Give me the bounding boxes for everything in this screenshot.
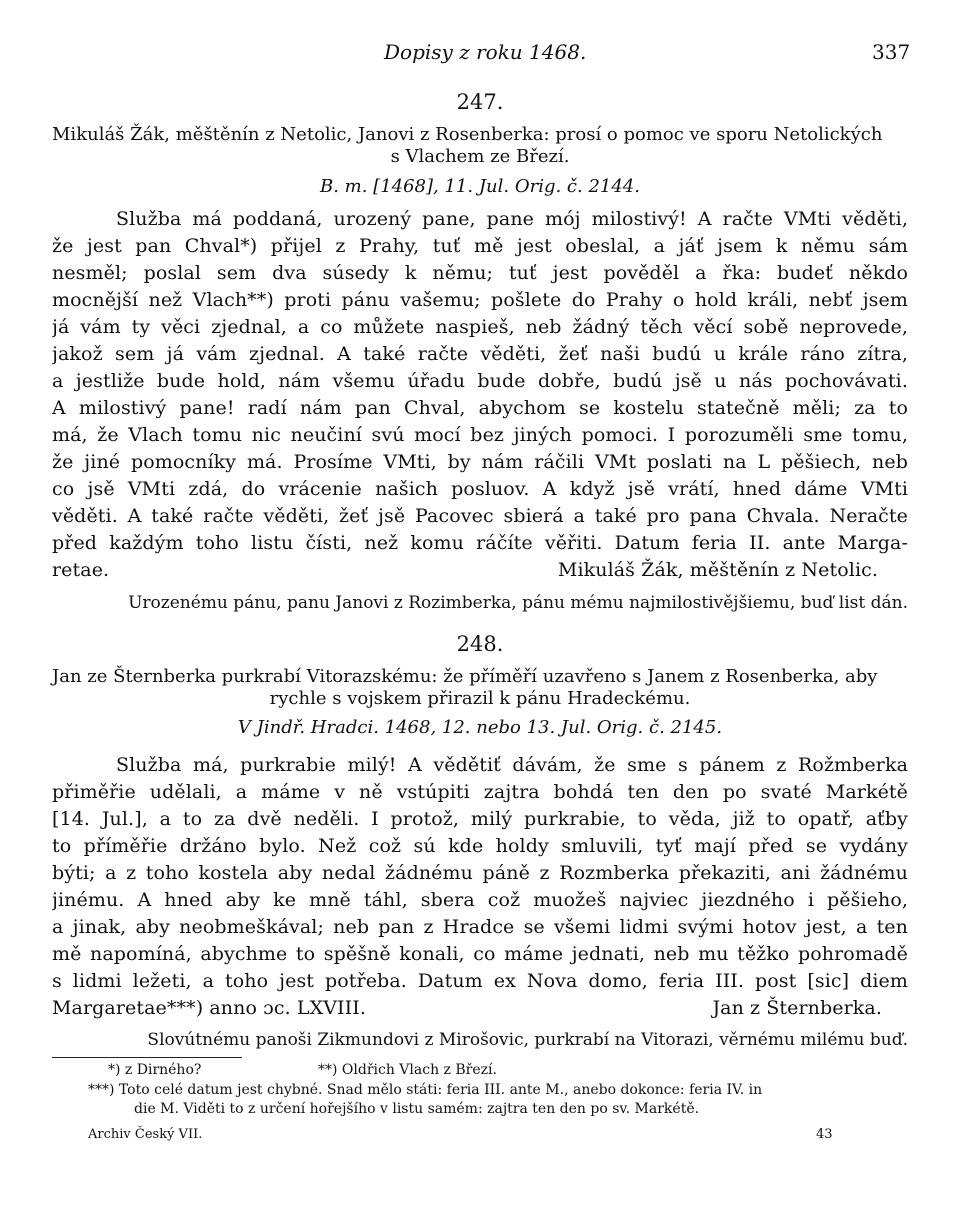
body-line: že jest pan Chval*) přijel z Prahy, tuť mě jest obeslal, a jáť jsem k němu sám bbox=[52, 235, 908, 257]
body-line: A milostivý pane! radí nám pan Chval, abychom se kostelu statečně měli; za to bbox=[52, 397, 908, 419]
letter-summary bbox=[52, 666, 908, 710]
body-line: býti; a z toho kostela aby nedal žádnému páně z Rozmberka překaziti, ani žádnému bbox=[52, 862, 908, 884]
body-line: jinému. A hned aby ke mně táhl, sbera což muožeš najviec jiezdného i pěšieho, bbox=[52, 889, 908, 911]
body-line: věděti. A také račte věděti, žeť jsě Pacovec sbierá a také pro pana Chvala. Neračte bbox=[52, 505, 908, 527]
summary-line: Mikuláš Žák, měštěnín z Netolic, Janovi z Rosenberka: prosí o pomoc ve sporu Netolických bbox=[52, 124, 883, 145]
footer-volume: Archiv Český VII. bbox=[88, 1127, 203, 1142]
body-line: já vám ty věci zjednal, a co můžete naspieš, neb žádný těch věcí sobě neprovede, bbox=[52, 316, 908, 338]
letter-body bbox=[52, 206, 908, 584]
footnote: **) Oldřich Vlach z Březí. bbox=[318, 1062, 497, 1078]
body-line: to příměřie držáno bylo. Než což sú kde holdy smluvili, tyť mají před se vydány bbox=[52, 835, 908, 857]
running-title: Dopisy z roku 1468. bbox=[384, 40, 587, 64]
footnote: ***) Toto celé datum jest chybné. Snad mělo státi: feria III. ante M., anebo dokonce: feria IV. in bbox=[88, 1082, 763, 1098]
letter-summary bbox=[52, 124, 908, 168]
body-line: co jsě VMti zdá, do vrácenie našich posluov. A když jsě vrátí, hned dáme VMti bbox=[52, 478, 908, 500]
signature: Mikuláš Žák, měštěnín z Netolic. bbox=[557, 559, 878, 581]
letter-address: Urozenému pánu, panu Janovi z Rozimberka, pánu mému najmilostivějšiemu, buď list dán. bbox=[128, 593, 908, 613]
body-line: s lidmi ležeti, a toho jest potřeba. Datum ex Nova domo, feria III. post [sic] diem bbox=[52, 970, 908, 992]
body-line: jakož sem já vám zjednal. A také račte věděti, žeť naši budú u krále ráno zítra, bbox=[52, 343, 908, 365]
footnote: *) z Dirného? bbox=[108, 1062, 202, 1078]
body-line: Služba má, purkrabie milý! A vědětiť dávám, že sme s pánem z Rožmberka bbox=[116, 754, 908, 776]
summary-line: Jan ze Šternberka purkrabí Vitorazskému: že příměří uzavřeno s Janem z Rosenberka, aby bbox=[52, 666, 878, 687]
footer-signature-mark: 43 bbox=[816, 1127, 833, 1142]
letter-source: B. m. [1468], 11. Jul. Orig. č. 2144. bbox=[320, 176, 640, 197]
summary-line: s Vlachem ze Březí. bbox=[390, 146, 570, 167]
page-number: 337 bbox=[872, 40, 911, 64]
signature: Jan z Šternberka. bbox=[712, 997, 882, 1019]
closing-text: Margaretae***) anno ɔc. LXVIII. bbox=[52, 997, 367, 1019]
body-line: před každým toho listu čísti, než komu ráčíte věřiti. Datum feria II. ante Marga- bbox=[52, 532, 908, 554]
letter-address: Slovútnému panoši Zikmundovi z Mirošovic, purkrabí na Vitorazi, věrnému milému buď. bbox=[147, 1030, 908, 1050]
body-line: přiměřie udělali, a máme v ně vstúpiti zajtra bohdá ten den po svaté Markétě bbox=[52, 781, 908, 803]
closing-line bbox=[52, 557, 908, 584]
closing-text: retae. bbox=[52, 559, 110, 581]
footnote: die M. Viděti to z určení hořejšího v listu samém: zajtra ten den po sv. Markétě. bbox=[134, 1101, 700, 1117]
letter-body bbox=[52, 752, 908, 1022]
body-line: Služba má poddaná, urozený pane, pane mój milostivý! A račte VMti věděti, bbox=[116, 208, 908, 230]
letter-number: 248. bbox=[456, 632, 504, 656]
body-line: [14. Jul.], a to za dvě neděli. I protož, milý purkrabie, to věda, již to opatř, aťby bbox=[52, 808, 908, 830]
letter-source: V Jindř. Hradci. 1468, 12. nebo 13. Jul. Orig. č. 2145. bbox=[237, 717, 723, 738]
body-line: a jestliže bude hold, nám všemu úřadu bude dobře, budú jsě u nás pochovávati. bbox=[52, 370, 908, 392]
body-line: má, že Vlach tomu nic neučiní svú mocí bez jiných pomoci. I porozuměli sme tomu, bbox=[52, 424, 908, 446]
body-line: mocnější než Vlach**) proti pánu vašemu; pošlete do Prahy o hold králi, nebť jsem bbox=[52, 289, 908, 311]
footnote-rule bbox=[52, 1057, 242, 1058]
closing-line bbox=[52, 995, 908, 1022]
body-line: že jiné pomocníky má. Prosíme VMti, by nám ráčili VMt poslati na L pěšiech, neb bbox=[52, 451, 908, 473]
body-line: mě napomíná, abychme to spěšně konali, co máme jednati, neb mu těžko pohromadě bbox=[52, 943, 908, 965]
body-line: a jinak, aby neobmeškával; neb pan z Hradce se všemi lidmi svými hotov jest, a ten bbox=[52, 916, 908, 938]
body-line: nesměl; poslal sem dva súsedy k němu; tuť jest pověděl a řka: budeť někdo bbox=[52, 262, 908, 284]
summary-line: rychle s vojskem přirazil k pánu Hradeckému. bbox=[269, 688, 691, 709]
letter-number: 247. bbox=[456, 90, 504, 114]
